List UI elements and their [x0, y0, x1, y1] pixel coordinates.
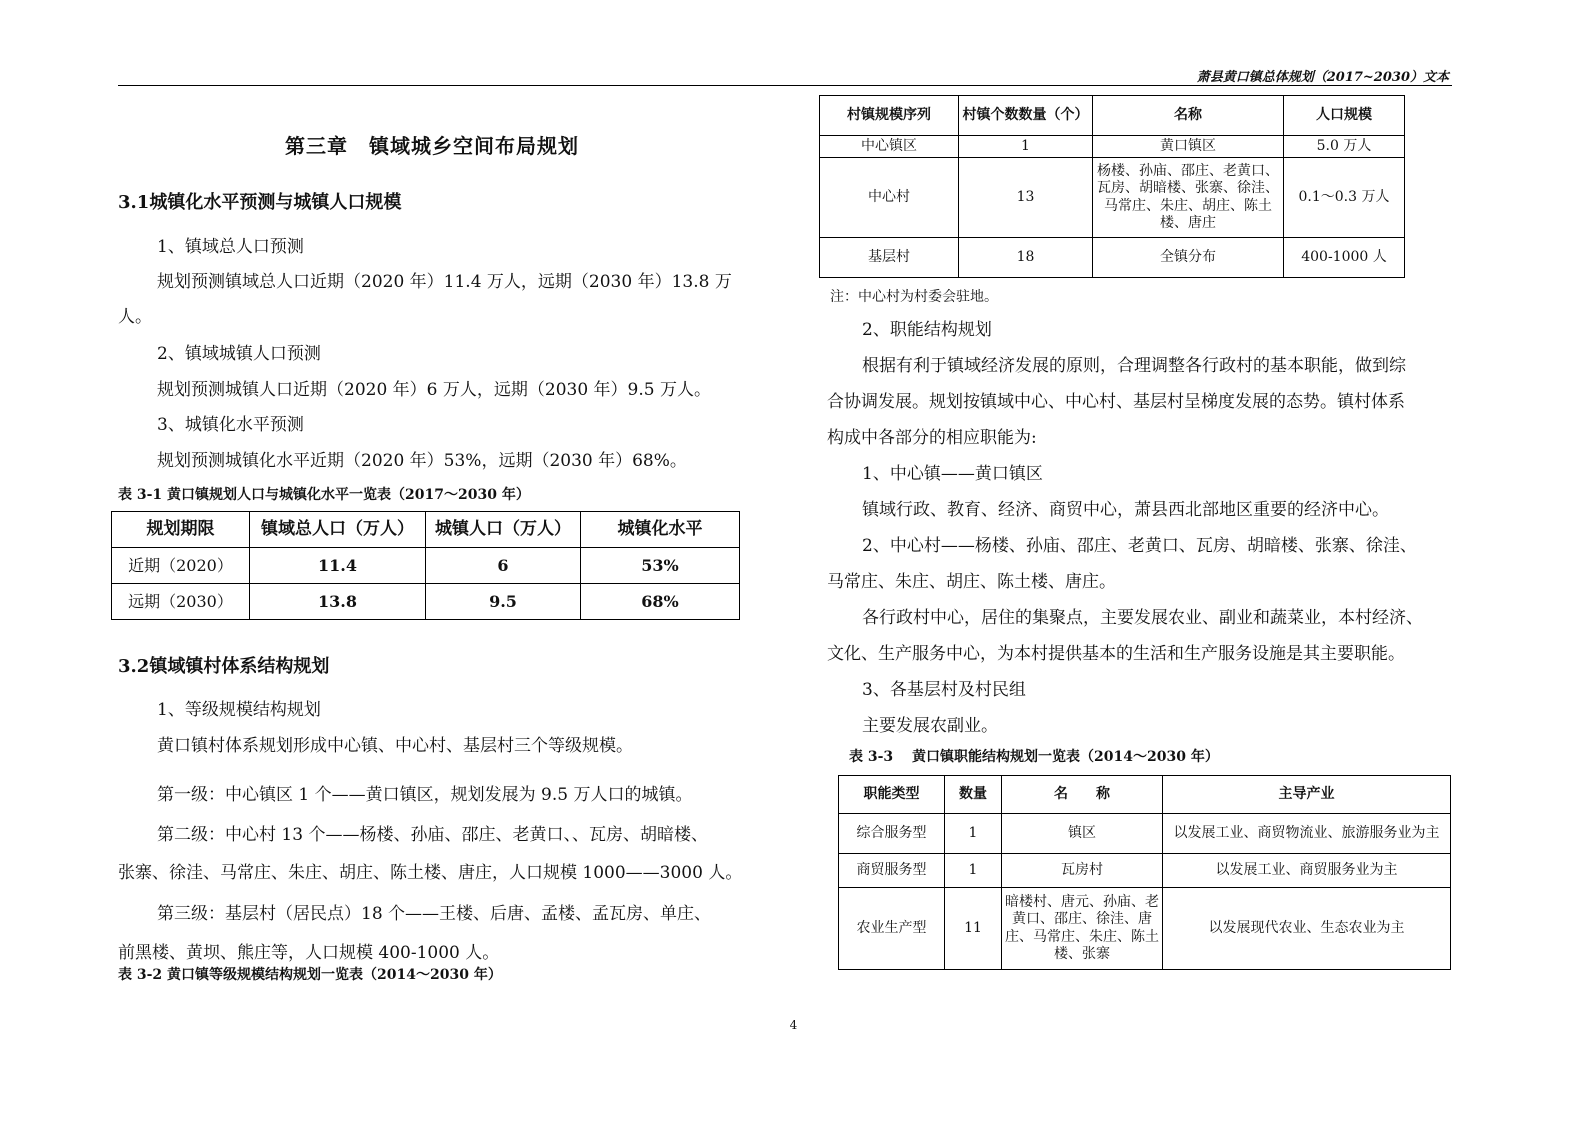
item-central-village-cont: 马常庄、朱庄、胡庄、陈土楼、唐庄。 [827, 572, 1116, 592]
table-cell: 中心村 [820, 158, 959, 238]
table-row [839, 888, 1451, 970]
table-cell: 近期（2020） [112, 548, 250, 584]
table-3-3 [838, 775, 1451, 970]
table-3-1 [111, 511, 740, 620]
table-cell: 以发展工业、商贸服务业为主 [1163, 854, 1451, 888]
table-cell: 1 [945, 814, 1002, 854]
table-cell: 68% [581, 584, 740, 620]
paragraph-function-2: 合协调发展。规划按镇域中心、中心村、基层村呈梯度发展的态势。镇村体系 [827, 392, 1405, 412]
table-header-row [839, 776, 1451, 814]
table-row [820, 158, 1405, 238]
paragraph-total-population: 规划预测镇域总人口近期（2020 年）11.4 万人，远期（2030 年）13.8 万 [157, 272, 732, 292]
table-cell: 0.1～0.3 万人 [1284, 158, 1405, 238]
table-cell: 镇区 [1002, 814, 1163, 854]
table-cell: 18 [959, 238, 1093, 278]
table-header: 主导产业 [1163, 776, 1451, 814]
paragraph-urbanization-level: 规划预测城镇化水平近期（2020 年）53%，远期（2030 年）68%。 [157, 451, 687, 471]
table-header-row [820, 96, 1405, 136]
table-header: 数量 [945, 776, 1002, 814]
table-cell: 中心镇区 [820, 136, 959, 158]
table-cell: 13.8 [250, 584, 426, 620]
table-cell: 全镇分布 [1093, 238, 1284, 278]
table-header: 名 称 [1002, 776, 1163, 814]
table-header: 名称 [1093, 96, 1284, 136]
header-rule [118, 85, 1452, 86]
table-row [839, 814, 1451, 854]
paragraph-basic-village: 主要发展农副业。 [862, 716, 998, 736]
item-hierarchy-structure: 1、等级规模结构规划 [157, 700, 321, 720]
table-row [112, 584, 740, 620]
table-cell: 13 [959, 158, 1093, 238]
paragraph-level-3-cont: 前黑楼、黄坝、熊庄等，人口规模 400-1000 人。 [118, 943, 500, 963]
table-cell: 远期（2030） [112, 584, 250, 620]
table-cell: 53% [581, 548, 740, 584]
table-cell: 以发展现代农业、生态农业为主 [1163, 888, 1451, 970]
table-cell: 农业生产型 [839, 888, 945, 970]
section-3-2-heading: 3.2镇域镇村体系结构规划 [118, 656, 330, 677]
table-cell: 6 [426, 548, 581, 584]
table-cell: 瓦房村 [1002, 854, 1163, 888]
paragraph-level-2-cont: 张寨、徐洼、马常庄、朱庄、胡庄、陈土楼、唐庄，人口规模 1000——3000 人。 [118, 863, 743, 883]
table-header: 人口规模 [1284, 96, 1405, 136]
item-basic-village: 3、各基层村及村民组 [862, 680, 1026, 700]
table-3-1-caption: 表 3-1 黄口镇规划人口与城镇化水平一览表（2017～2030 年） [118, 487, 530, 503]
table-cell: 综合服务型 [839, 814, 945, 854]
table-cell: 11.4 [250, 548, 426, 584]
item-central-town: 1、中心镇——黄口镇区 [862, 464, 1043, 484]
paragraph-level-2: 第二级：中心村 13 个——杨楼、孙庙、邵庄、老黄口、、瓦房、胡暗楼、 [157, 825, 708, 845]
running-header: 萧县黄口镇总体规划（2017~2030）文本 [1196, 70, 1449, 85]
table-3-2-note: 注：中心村为村委会驻地。 [830, 289, 998, 305]
paragraph-central-town: 镇域行政、教育、经济、商贸中心，萧县西北部地区重要的经济中心。 [862, 500, 1389, 520]
paragraph-urban-population: 规划预测城镇人口近期（2020 年）6 万人，远期（2030 年）9.5 万人。 [157, 380, 711, 400]
table-cell: 杨楼、孙庙、邵庄、老黄口、瓦房、胡暗楼、张寨、徐洼、马常庄、朱庄、胡庄、陈土楼、唐庄 [1093, 158, 1284, 238]
table-cell: 400-1000 人 [1284, 238, 1405, 278]
paragraph-function-1: 根据有利于镇域经济发展的原则，合理调整各行政村的基本职能，做到综 [862, 356, 1406, 376]
item-total-population: 1、镇域总人口预测 [157, 237, 304, 257]
table-cell: 暗楼村、唐元、孙庙、老黄口、邵庄、徐洼、唐庄、马常庄、朱庄、陈土楼、张寨 [1002, 888, 1163, 970]
paragraph-function-3: 构成中各部分的相应职能为: [827, 428, 1037, 448]
item-urbanization-level: 3、城镇化水平预测 [157, 415, 304, 435]
table-cell: 1 [959, 136, 1093, 158]
table-header: 规划期限 [112, 512, 250, 548]
table-row [112, 548, 740, 584]
table-cell: 黄口镇区 [1093, 136, 1284, 158]
table-cell: 以发展工业、商贸物流业、旅游服务业为主 [1163, 814, 1451, 854]
table-header: 城镇人口（万人） [426, 512, 581, 548]
table-cell: 基层村 [820, 238, 959, 278]
table-3-2 [819, 95, 1405, 278]
table-header-row [112, 512, 740, 548]
table-row [839, 854, 1451, 888]
paragraph-level-3: 第三级：基层村（居民点）18 个——王楼、后唐、孟楼、孟瓦房、单庄、 [157, 904, 712, 924]
paragraph-hierarchy: 黄口镇村体系规划形成中心镇、中心村、基层村三个等级规模。 [157, 736, 633, 756]
paragraph-total-population-cont: 人。 [118, 307, 152, 327]
table-header: 职能类型 [839, 776, 945, 814]
table-cell: 商贸服务型 [839, 854, 945, 888]
table-cell: 11 [945, 888, 1002, 970]
section-3-1-heading: 3.1城镇化水平预测与城镇人口规模 [118, 192, 402, 213]
paragraph-level-1: 第一级：中心镇区 1 个——黄口镇区，规划发展为 9.5 万人口的城镇。 [157, 785, 693, 805]
table-cell: 5.0 万人 [1284, 136, 1405, 158]
table-header: 城镇化水平 [581, 512, 740, 548]
table-cell: 9.5 [426, 584, 581, 620]
table-3-3-caption: 表 3-3 黄口镇职能结构规划一览表（2014～2030 年） [849, 749, 1219, 765]
table-cell: 1 [945, 854, 1002, 888]
item-urban-population: 2、镇域城镇人口预测 [157, 344, 321, 364]
table-row [820, 136, 1405, 158]
table-header: 村镇规模序列 [820, 96, 959, 136]
table-3-2-caption: 表 3-2 黄口镇等级规模结构规划一览表（2014～2030 年） [118, 967, 502, 983]
chapter-title: 第三章 镇域城乡空间布局规划 [285, 134, 579, 158]
table-header: 村镇个数数量（个） [959, 96, 1093, 136]
table-row [820, 238, 1405, 278]
item-function-structure: 2、职能结构规划 [862, 320, 992, 340]
paragraph-central-village: 各行政村中心，居住的集聚点，主要发展农业、副业和蔬菜业，本村经济、 [862, 608, 1423, 628]
item-central-village: 2、中心村——杨楼、孙庙、邵庄、老黄口、瓦房、胡暗楼、张寨、徐洼、 [862, 536, 1417, 556]
paragraph-central-village-cont: 文化、生产服务中心，为本村提供基本的生活和生产服务设施是其主要职能。 [827, 644, 1405, 664]
table-header: 镇域总人口（万人） [250, 512, 426, 548]
page-number: 4 [789, 1018, 798, 1032]
